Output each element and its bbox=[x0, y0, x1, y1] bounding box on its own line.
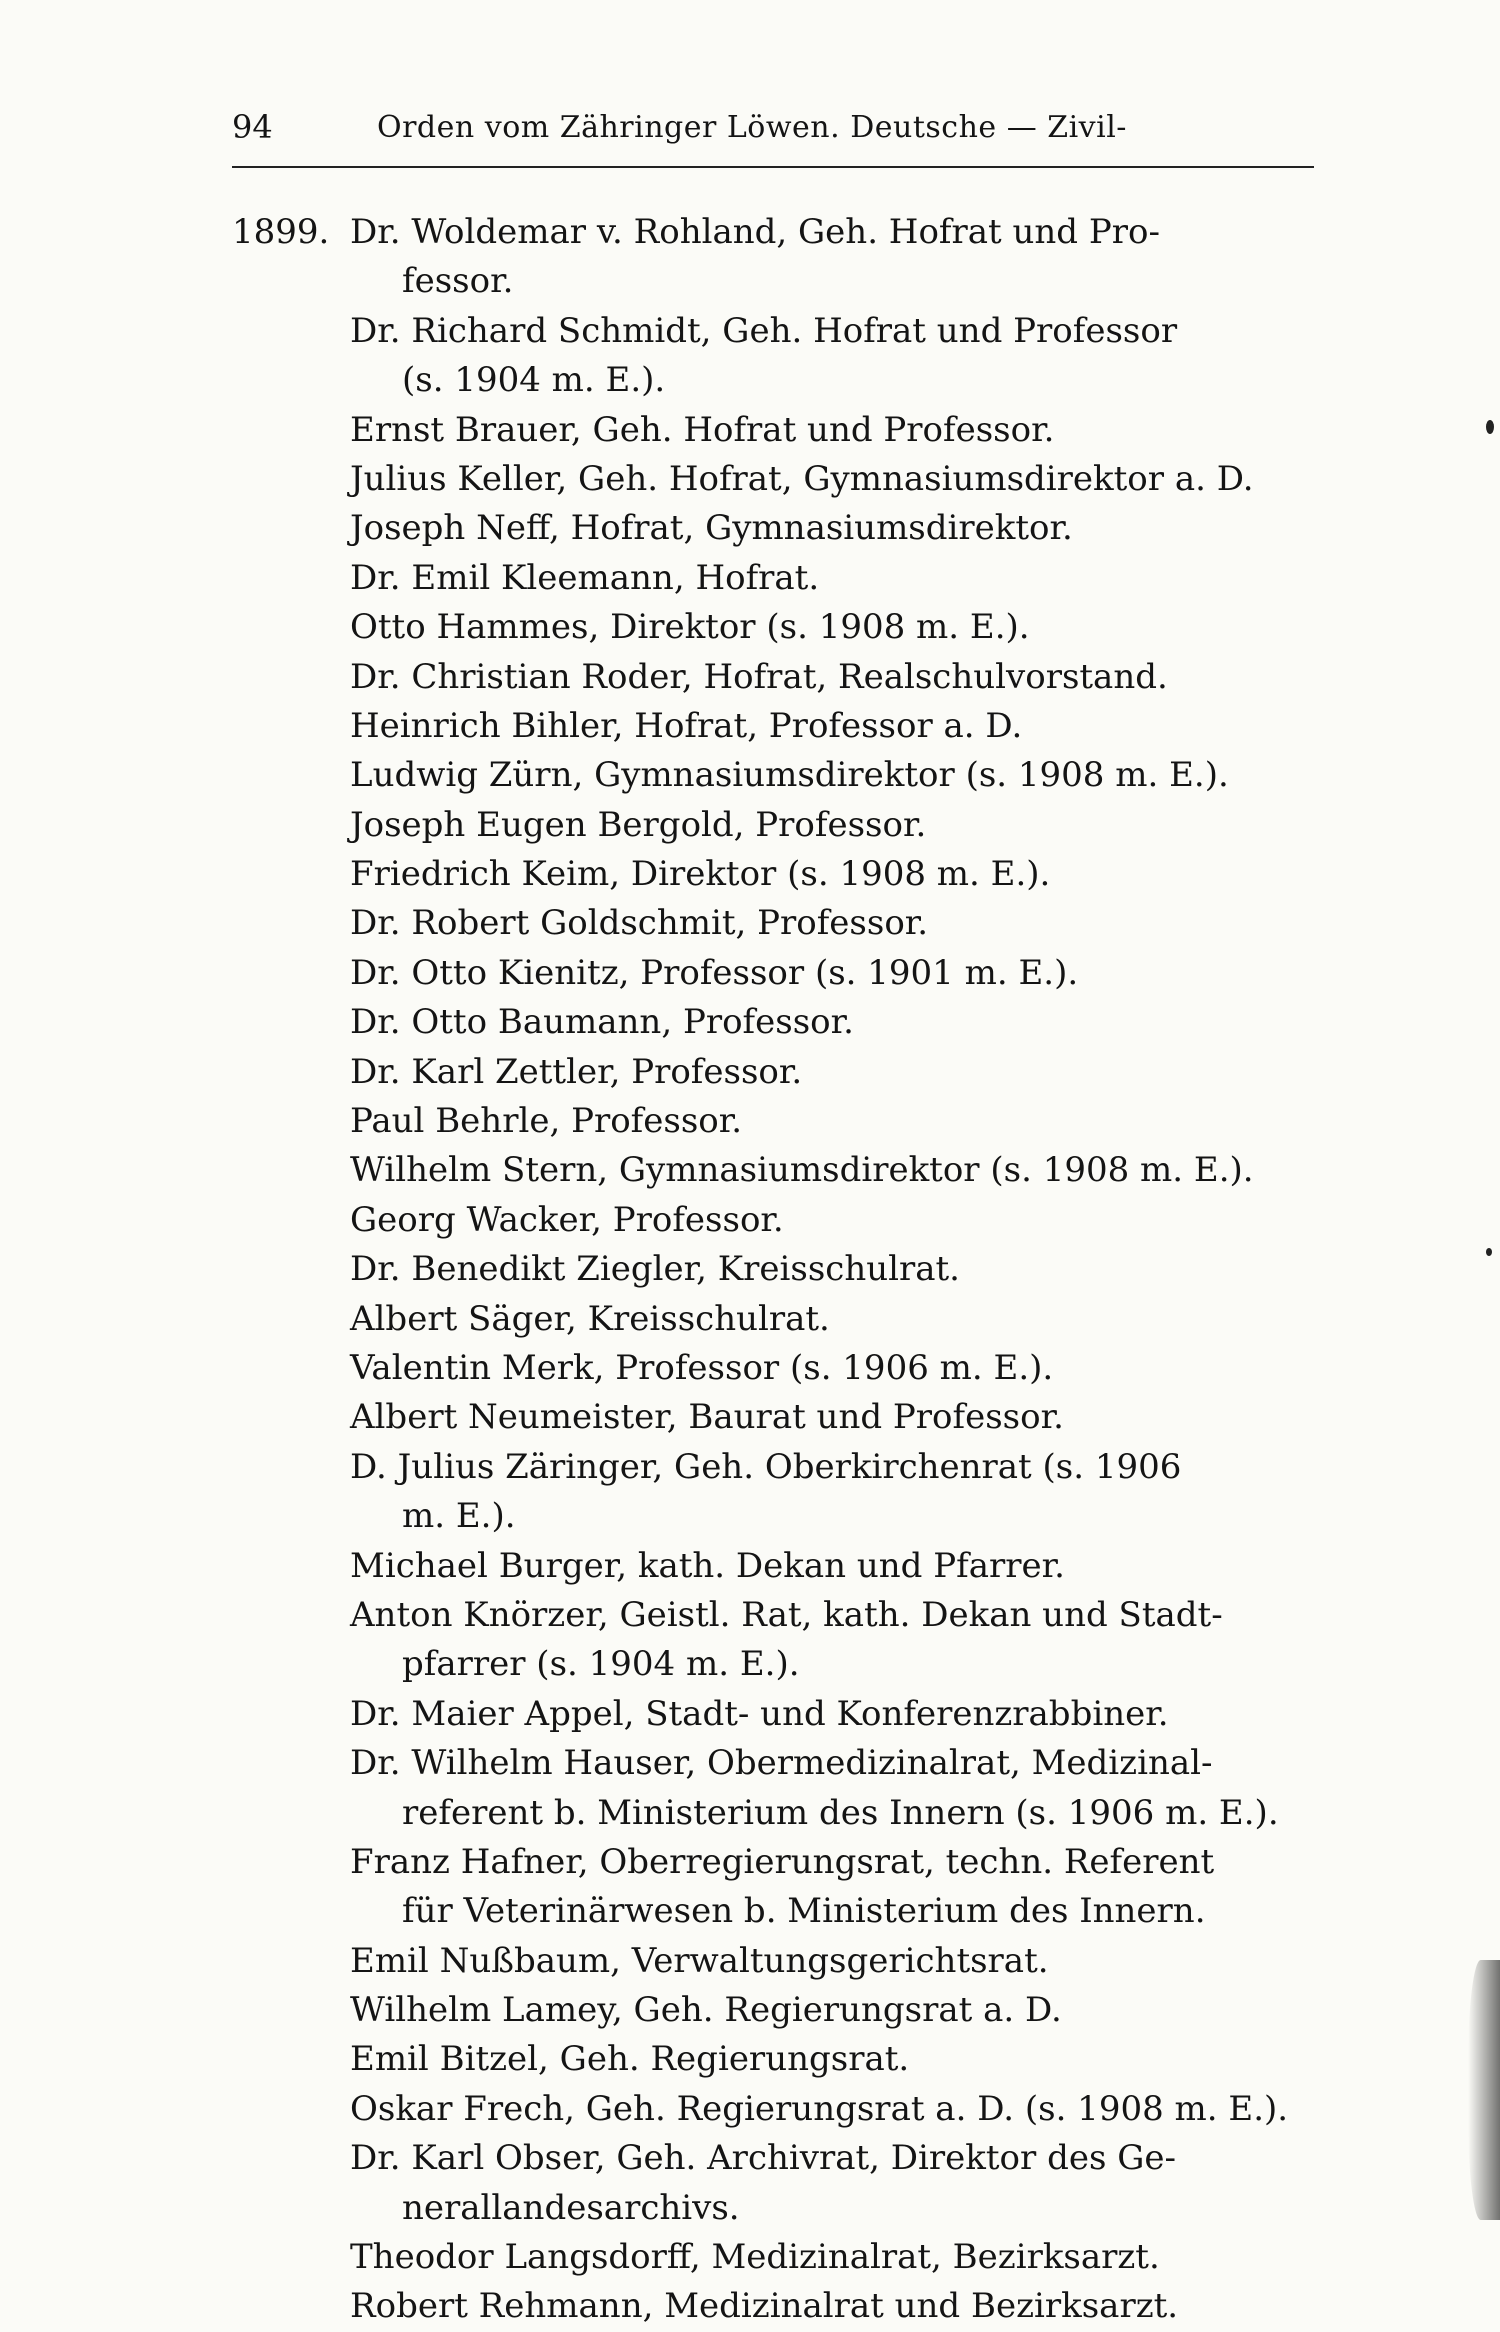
year-label: 1899. bbox=[232, 212, 330, 252]
page-number: 94 bbox=[232, 108, 273, 146]
entry-line: Wilhelm Stern, Gymnasiumsdirektor (s. 1908 m. E.). bbox=[350, 1150, 1254, 1191]
entry-line: Dr. Karl Zettler, Professor. bbox=[350, 1051, 803, 1092]
entry-line: Emil Nußbaum, Verwaltungsgerichtsrat. bbox=[350, 1940, 1049, 1981]
entry-line: Valentin Merk, Professor (s. 1906 m. E.). bbox=[350, 1347, 1054, 1388]
entry-continuation-line: (s. 1904 m. E.). bbox=[402, 360, 666, 401]
entry-continuation-line: pfarrer (s. 1904 m. E.). bbox=[402, 1644, 800, 1685]
entry-line: Theodor Langsdorff, Medizinalrat, Bezirksarzt. bbox=[350, 2237, 1160, 2278]
entry-line: Dr. Maier Appel, Stadt- und Konferenzrabbiner. bbox=[350, 1693, 1169, 1734]
entry-continuation-line: fessor. bbox=[402, 261, 514, 302]
entry-line: Dr. Karl Obser, Geh. Archivrat, Direktor des Ge- bbox=[350, 2138, 1176, 2179]
entry-continuation-line: für Veterinärwesen b. Ministerium des Innern. bbox=[402, 1891, 1206, 1932]
edge-mark bbox=[1486, 420, 1494, 434]
edge-mark bbox=[1486, 1248, 1492, 1256]
header-rule bbox=[232, 166, 1314, 168]
entry-line: Emil Bitzel, Geh. Regierungsrat. bbox=[350, 2039, 910, 2080]
entry-line: Georg Wacker, Professor. bbox=[350, 1199, 784, 1240]
entry-line: Oskar Frech, Geh. Regierungsrat a. D. (s. 1908 m. E.). bbox=[350, 2088, 1289, 2129]
entry-continuation-line: nerallandesarchivs. bbox=[402, 2187, 740, 2228]
entry-line: Paul Behrle, Professor. bbox=[350, 1101, 743, 1142]
entry-line: Dr. Wilhelm Hauser, Obermedizinalrat, Medizinal- bbox=[350, 1743, 1213, 1784]
entry-continuation-line: m. E.). bbox=[402, 1496, 516, 1537]
entry-line: Dr. Benedikt Ziegler, Kreisschulrat. bbox=[350, 1249, 960, 1290]
entry-line: Dr. Otto Kienitz, Professor (s. 1901 m. E.). bbox=[350, 952, 1079, 993]
entry-line: Albert Neumeister, Baurat und Professor. bbox=[350, 1397, 1064, 1438]
entry-line: Julius Keller, Geh. Hofrat, Gymnasiumsdirektor a. D. bbox=[350, 458, 1254, 499]
page-edge-shadow bbox=[1468, 1960, 1500, 2220]
entry-line: Dr. Richard Schmidt, Geh. Hofrat und Professor bbox=[350, 310, 1178, 351]
entry-line: Dr. Emil Kleemann, Hofrat. bbox=[350, 557, 820, 598]
entry-line: Friedrich Keim, Direktor (s. 1908 m. E.). bbox=[350, 854, 1051, 895]
entry-line: Anton Knörzer, Geistl. Rat, kath. Dekan und Stadt- bbox=[350, 1594, 1223, 1635]
entry-line: Robert Rehmann, Medizinalrat und Bezirksarzt. bbox=[350, 2286, 1179, 2327]
entry-line: Franz Hafner, Oberregierungsrat, techn. Referent bbox=[350, 1841, 1215, 1882]
entry-line: Ernst Brauer, Geh. Hofrat und Professor. bbox=[350, 409, 1055, 450]
entry-line: Ludwig Zürn, Gymnasiumsdirektor (s. 1908 m. E.). bbox=[350, 755, 1229, 796]
entry-line: Joseph Neff, Hofrat, Gymnasiumsdirektor. bbox=[350, 508, 1073, 549]
year-group-1899 bbox=[232, 208, 1322, 2332]
entry-line: Albert Säger, Kreisschulrat. bbox=[350, 1298, 830, 1339]
entry-line: Joseph Eugen Bergold, Professor. bbox=[350, 804, 927, 845]
page-header bbox=[232, 108, 1314, 164]
entry-line: Heinrich Bihler, Hofrat, Professor a. D. bbox=[350, 705, 1023, 746]
entry-line: Dr. Otto Baumann, Professor. bbox=[350, 1002, 854, 1043]
entry-continuation-line: referent b. Ministerium des Innern (s. 1906 m. E.). bbox=[402, 1792, 1279, 1833]
entry-list bbox=[232, 208, 1322, 2332]
entry-line: Michael Burger, kath. Dekan und Pfarrer. bbox=[350, 1545, 1065, 1586]
entry-line: Dr. Robert Goldschmit, Professor. bbox=[350, 903, 929, 944]
entry-line: Dr. Woldemar v. Rohland, Geh. Hofrat und Pro- bbox=[350, 212, 1160, 252]
entry-line: Otto Hammes, Direktor (s. 1908 m. E.). bbox=[350, 607, 1030, 648]
entry-line: Wilhelm Lamey, Geh. Regierungsrat a. D. bbox=[350, 1990, 1062, 2031]
entry-line: D. Julius Zäringer, Geh. Oberkirchenrat (s. 1906 bbox=[350, 1446, 1182, 1487]
running-title: Orden vom Zähringer Löwen. Deutsche — Zivil- bbox=[377, 110, 1127, 145]
entry-line: Dr. Christian Roder, Hofrat, Realschulvorstand. bbox=[350, 656, 1168, 697]
